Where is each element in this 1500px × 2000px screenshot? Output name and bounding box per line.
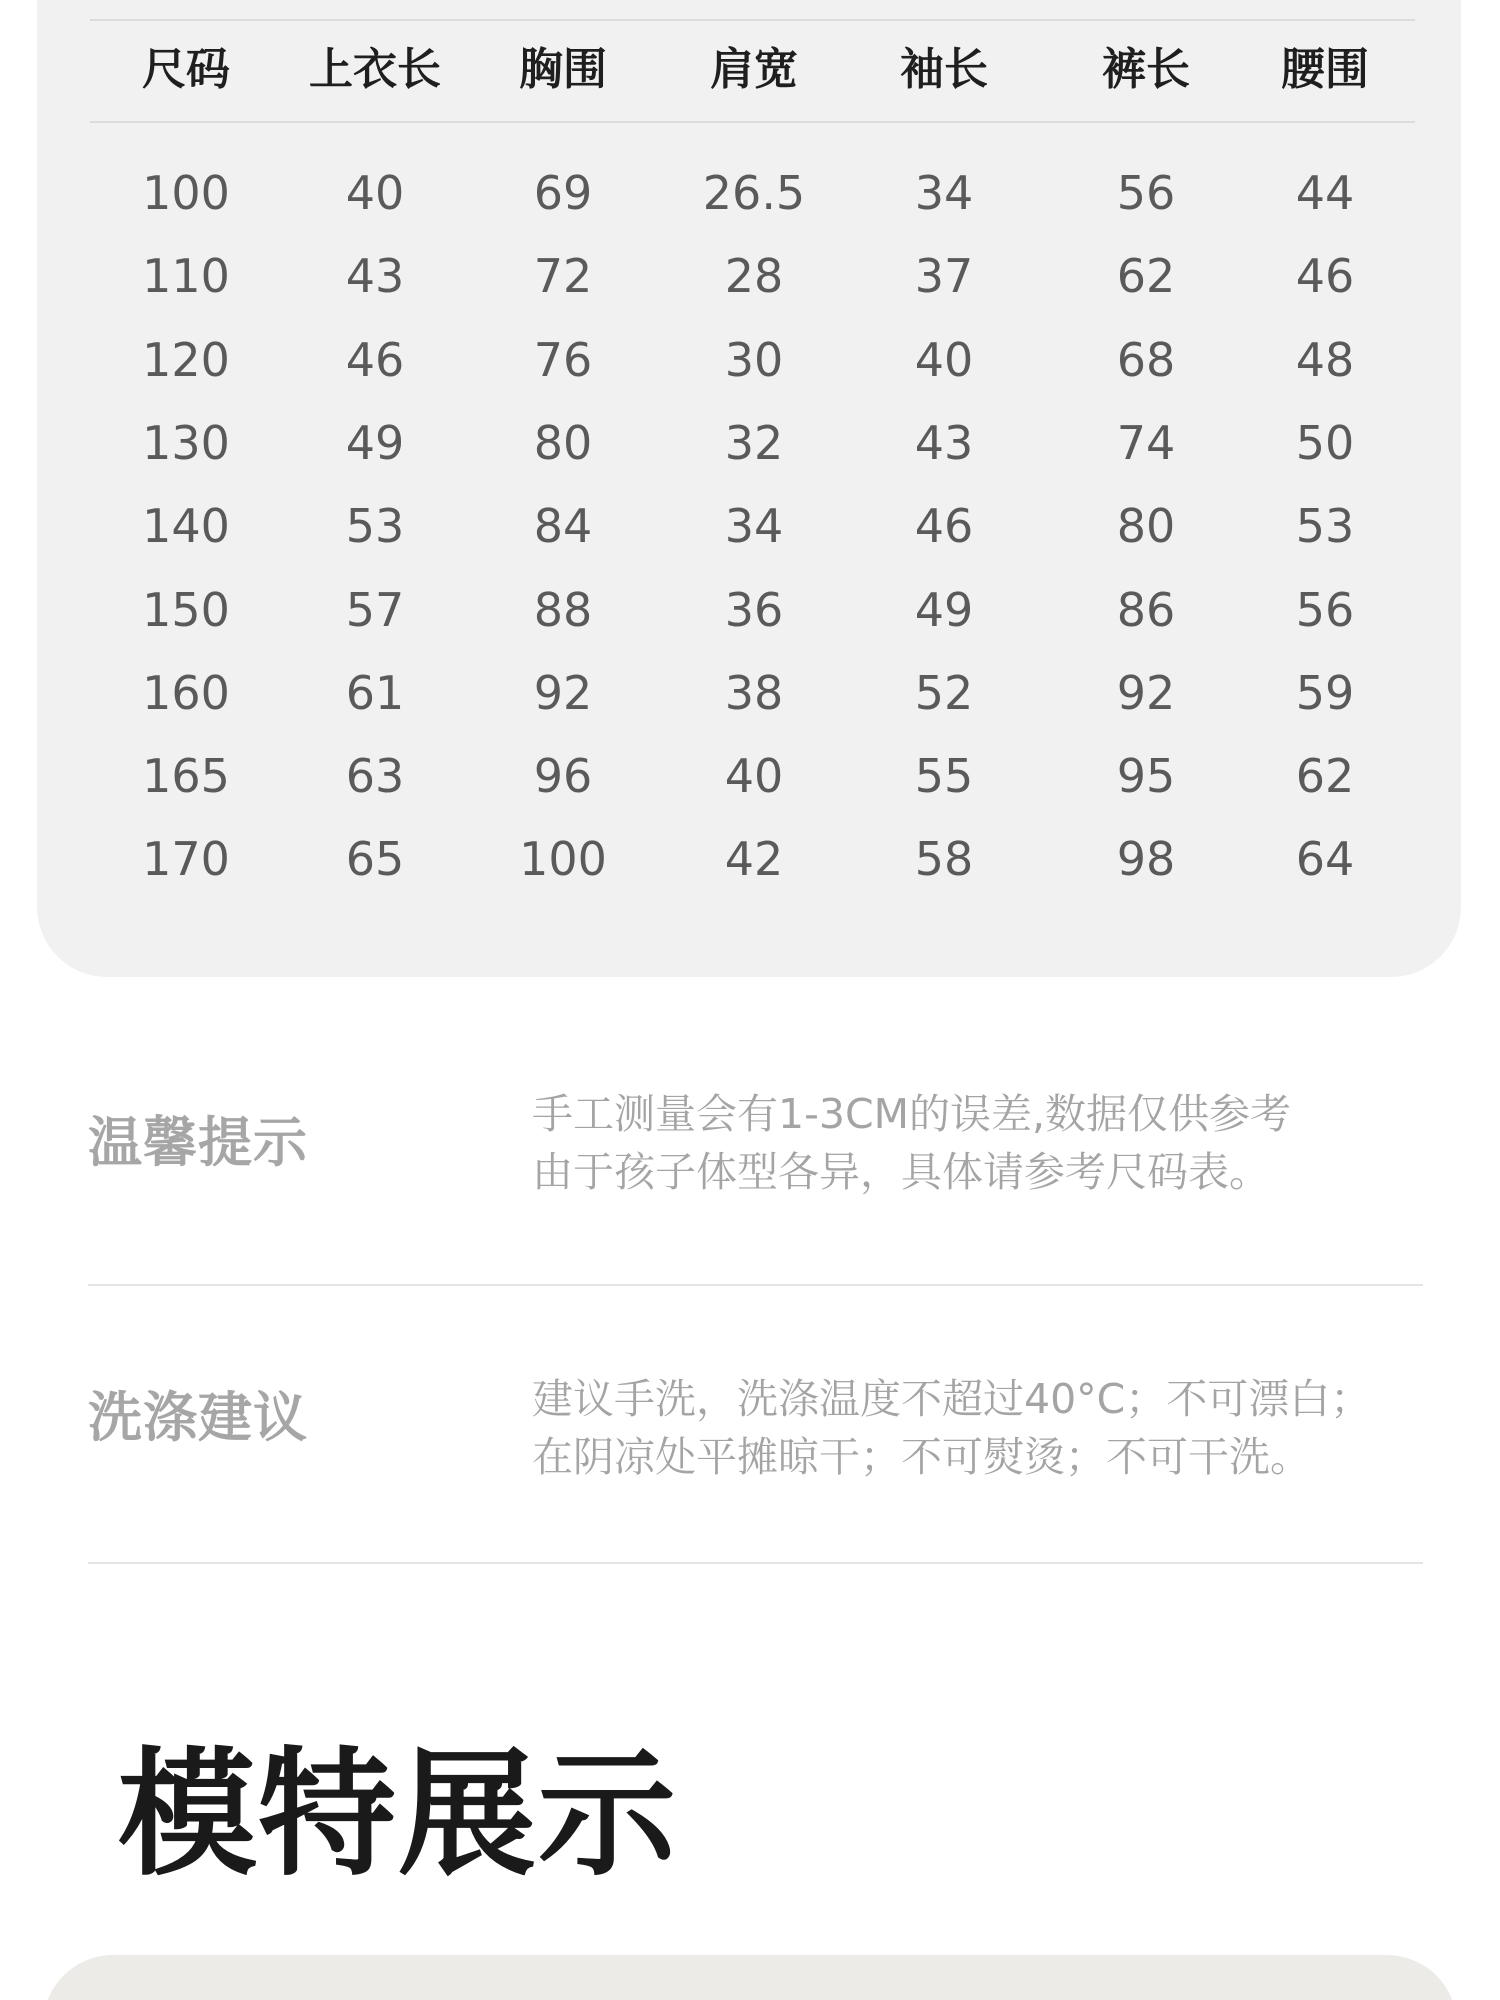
cell-size: 120 — [142, 332, 230, 387]
tips-title: 温馨提示 — [88, 1111, 308, 1174]
cell-shoulder: 40 — [724, 749, 784, 804]
model-showcase-card — [43, 1955, 1457, 2000]
cell-waist: 64 — [1295, 832, 1355, 887]
cell-top-length: 57 — [345, 582, 405, 637]
cell-sleeve: 46 — [914, 499, 974, 554]
cell-shoulder: 26.5 — [702, 166, 806, 220]
cell-sleeve: 37 — [914, 249, 974, 304]
cell-chest: 76 — [533, 332, 593, 387]
column-header-top-length: 上衣长 — [309, 44, 441, 95]
model-section-heading: 模特展示 — [118, 1734, 679, 1895]
cell-waist: 50 — [1295, 415, 1355, 470]
cell-sleeve: 52 — [914, 665, 974, 720]
cell-top-length: 63 — [345, 749, 405, 804]
table-row — [0, 330, 1500, 390]
cell-pants-length: 86 — [1116, 582, 1176, 637]
washing-title: 洗涤建议 — [88, 1386, 308, 1449]
table-row — [0, 496, 1500, 556]
cell-shoulder: 38 — [724, 665, 784, 720]
cell-waist: 62 — [1295, 749, 1355, 804]
cell-waist: 48 — [1295, 332, 1355, 387]
cell-top-length: 46 — [345, 332, 405, 387]
table-row — [0, 246, 1500, 306]
cell-pants-length: 62 — [1116, 249, 1176, 304]
cell-sleeve: 43 — [914, 415, 974, 470]
table-row — [0, 663, 1500, 723]
cell-pants-length: 68 — [1116, 332, 1176, 387]
cell-waist: 44 — [1295, 166, 1355, 220]
cell-shoulder: 30 — [724, 332, 784, 387]
cell-sleeve: 49 — [914, 582, 974, 637]
column-header-size: 尺码 — [142, 44, 230, 95]
cell-top-length: 61 — [345, 665, 405, 720]
cell-pants-length: 95 — [1116, 749, 1176, 804]
cell-chest: 88 — [533, 582, 593, 637]
cell-size: 170 — [142, 832, 230, 887]
cell-chest: 96 — [533, 749, 593, 804]
cell-size: 130 — [142, 415, 230, 470]
cell-chest: 84 — [533, 499, 593, 554]
cell-chest: 100 — [519, 832, 607, 887]
cell-top-length: 43 — [345, 249, 405, 304]
tips-line: 由于孩子体型各异，具体请参考尺码表。 — [532, 1148, 1270, 1196]
cell-pants-length: 74 — [1116, 415, 1176, 470]
tips-divider — [88, 1284, 1423, 1286]
cell-size: 160 — [142, 665, 230, 720]
cell-shoulder: 42 — [724, 832, 784, 887]
table-row — [0, 163, 1500, 223]
cell-pants-length: 80 — [1116, 499, 1176, 554]
cell-shoulder: 34 — [724, 499, 784, 554]
table-row — [0, 746, 1500, 806]
cell-sleeve: 55 — [914, 749, 974, 804]
column-header-waist: 腰围 — [1281, 44, 1369, 95]
column-header-shoulder: 肩宽 — [710, 44, 798, 95]
cell-size: 100 — [142, 166, 230, 220]
washing-divider — [88, 1562, 1423, 1564]
washing-text — [532, 1370, 1371, 1486]
cell-sleeve: 40 — [914, 332, 974, 387]
cell-sleeve: 34 — [914, 166, 974, 220]
cell-waist: 59 — [1295, 665, 1355, 720]
cell-size: 150 — [142, 582, 230, 637]
cell-pants-length: 56 — [1116, 166, 1176, 220]
cell-waist: 56 — [1295, 582, 1355, 637]
cell-top-length: 53 — [345, 499, 405, 554]
cell-sleeve: 58 — [914, 832, 974, 887]
cell-top-length: 40 — [345, 166, 405, 220]
cell-size: 165 — [142, 749, 230, 804]
table-top-divider — [90, 19, 1415, 21]
washing-line: 在阴凉处平摊晾干；不可熨烫；不可干洗。 — [532, 1433, 1311, 1481]
cell-waist: 53 — [1295, 499, 1355, 554]
cell-waist: 46 — [1295, 249, 1355, 304]
cell-size: 110 — [142, 249, 230, 304]
cell-shoulder: 28 — [724, 249, 784, 304]
tips-text — [532, 1085, 1291, 1201]
cell-top-length: 49 — [345, 415, 405, 470]
cell-shoulder: 32 — [724, 415, 784, 470]
tips-line: 手工测量会有1-3CM的误差,数据仅供参考 — [532, 1090, 1291, 1138]
washing-line: 建议手洗，洗涤温度不超过40°C；不可漂白； — [532, 1375, 1372, 1423]
cell-pants-length: 98 — [1116, 832, 1176, 887]
cell-size: 140 — [142, 499, 230, 554]
table-header-divider — [90, 121, 1415, 123]
cell-chest: 92 — [533, 665, 593, 720]
cell-shoulder: 36 — [724, 582, 784, 637]
cell-chest: 80 — [533, 415, 593, 470]
table-row — [0, 580, 1500, 640]
table-row — [0, 829, 1500, 889]
table-row — [0, 413, 1500, 473]
cell-chest: 69 — [533, 166, 593, 220]
cell-top-length: 65 — [345, 832, 405, 887]
size-table-header — [0, 40, 1500, 100]
column-header-sleeve: 袖长 — [900, 44, 988, 95]
cell-pants-length: 92 — [1116, 665, 1176, 720]
column-header-chest: 胸围 — [519, 44, 607, 95]
cell-chest: 72 — [533, 249, 593, 304]
column-header-pants-length: 裤长 — [1102, 44, 1190, 95]
